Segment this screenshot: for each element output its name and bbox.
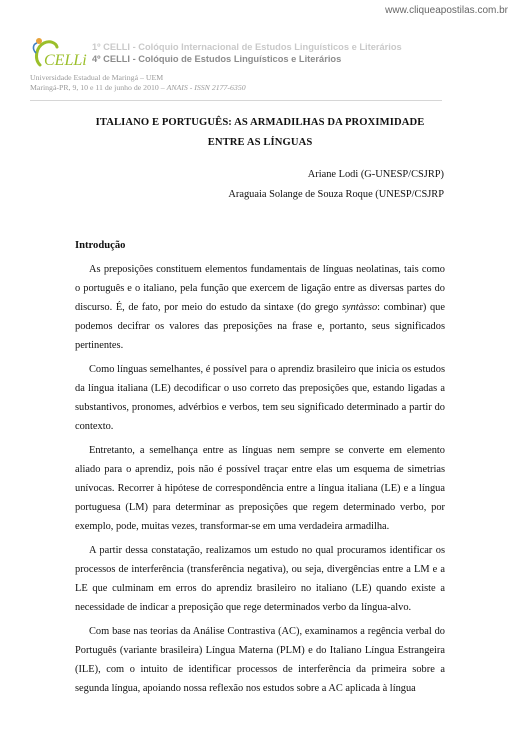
paper-title-line-2: ENTRE AS LÍNGUAS (207, 137, 313, 148)
celli-logo (30, 35, 88, 73)
paragraph-4: A partir dessa constatação, realizamos um estudo no qual procuramos identificar os processos de interferência (transferência negativa), ou seja, divergências entre a LM e a LE que culminam em erros do aprendiz brasileiro no italiano (LE) quando existe a necessidade de indicar a preposição que rege determinados verbo da língua-alvo. (75, 545, 445, 613)
location-date (30, 83, 246, 92)
paper-title-line-1: ITALIANO E PORTUGUÊS: AS ARMADILHAS DA PROXIMIDADE (95, 117, 425, 128)
author-2: Araguaia Solange de Souza Roque (UNESP/CSJRP (228, 189, 444, 200)
location-date-text: Maringá-PR, 9, 10 e 11 de junho de 2010 – (30, 83, 167, 92)
section-heading-introducao: Introdução (75, 240, 126, 251)
conference-title-1: 1º CELLI - Colóquio Internacional de Estudos Linguísticos e Literários (92, 42, 402, 52)
watermark-url: www.cliqueapostilas.com.br (385, 5, 508, 16)
celli-logo-icon (30, 35, 88, 73)
body-text (75, 260, 445, 703)
greek-term: syntàsso (341, 302, 378, 313)
logo-text: CELLi (44, 52, 87, 69)
university-name: Universidade Estadual de Maringá – UEM (30, 73, 164, 82)
paragraph-1 (75, 260, 445, 355)
author-1: Ariane Lodi (G-UNESP/CSJRP) (307, 169, 444, 180)
conference-title-2: 4º CELLI - Colóquio de Estudos Linguísticos e Literários (92, 54, 342, 64)
annals-issn: ANAIS - ISSN 2177-6350 (166, 83, 246, 92)
paragraph-3: Entretanto, a semelhança entre as línguas nem sempre se converte em elemento aliado para o aprendiz, pois não é possível traçar entre elas um esquema de simetrias unívocas. Recorrer à hipótese de correspondência entre a língua italiana (LE) e a língua portuguesa (LM) para determinar as preposições que regem determinado verbo, por exemplo, pode, muitas vezes, transformar-se em uma verdadeira armadilha. (75, 445, 445, 532)
paper-title (60, 113, 460, 153)
paragraph-5: Com base nas teorias da Análise Contrastiva (AC), examinamos a regência verbal do Português (variante brasileira) Língua Materna (PLM) e do Italiano Língua Estrangeira (ILE), com o intuito de identificar processos de interferência da primeira sobre a segunda língua, apoiando nossa reflexão nos estudos sobre a AC aplicada à língua (75, 626, 445, 694)
header-divider (30, 100, 442, 101)
paragraph-1-text-b: : combinar) que podemos decifrar os valores das preposições na frase e, portanto, seus significados pertinentes. (75, 302, 445, 351)
paragraph-1-text-a: As preposições constituem elementos fundamentais de línguas neolatinas, tais como o português e o italiano, pela função que exercem de ligação entre as diversas partes do discurso. É, de fato, por meio do estudo da sintaxe (do grego (75, 264, 445, 313)
paragraph-2: Como línguas semelhantes, é possível para o aprendiz brasileiro que inicia os estudos da língua italiana (LE) decodificar o uso correto das preposições que, estando ligadas a substantivos, pronomes, advérbios e verbos, tem seu significado determinado a partir do contexto. (75, 364, 445, 432)
